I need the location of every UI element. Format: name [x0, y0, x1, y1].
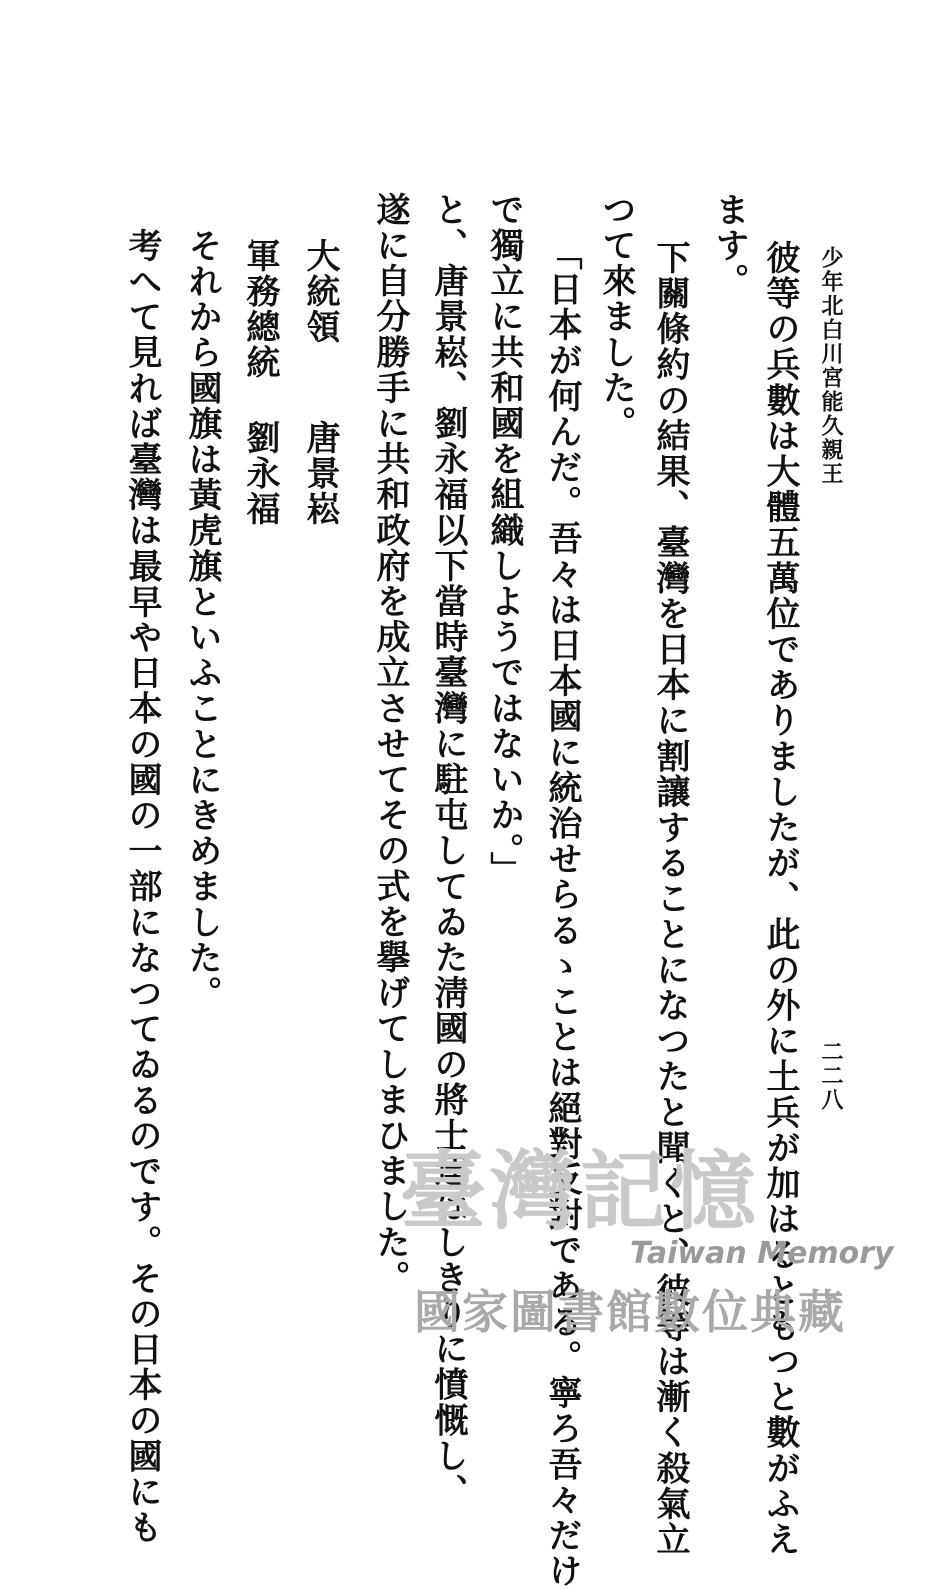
text-column-2: 彼等の兵數は大體五萬位でありましたが、此の外に土兵が加はるともつと數がふえ	[760, 240, 800, 1558]
text-column-1: ます。	[709, 192, 749, 299]
text-column-10: 考へて見れば臺灣は最早や日本の國の一部になつてゐるのです。その日本の國にも	[122, 228, 162, 1546]
text-column-5: 「日本が何んだ。吾々は日本國に統治せらるゝことは絕對反對である。寧ろ吾々だけ	[542, 236, 582, 1589]
page-number: 二二八	[818, 1040, 844, 1112]
table-value-president: 唐景崧	[300, 420, 340, 527]
running-title: 少年北白川宮能久親王	[818, 246, 844, 486]
watermark-logo: 臺灣記憶	[400, 1141, 760, 1242]
text-column-4: つて來ました。	[596, 192, 636, 442]
table-label-president: 大統領	[300, 238, 340, 345]
text-column-8: 遂に自分勝手に共和政府を成立させてその式を擧げてしまひました。	[370, 192, 410, 1296]
text-column-9: それから國旗は黃虎旗といふことにきめました。	[182, 228, 222, 1012]
text-column-3: 下關條約の結果、臺灣を日本に割讓することになつたと聞くと、彼等は漸く殺氣立	[650, 240, 690, 1558]
table-value-commander: 劉永福	[240, 420, 280, 527]
text-column-7: と、唐景崧、劉永福以下當時臺灣に駐屯してゐた淸國の將士達はしきりに憤慨し、	[428, 192, 468, 1510]
table-label-commander: 軍務總統	[240, 238, 280, 381]
text-column-6: で獨立に共和國を組織しようではないか。」	[484, 192, 524, 887]
watermark-english: Taiwan Memory	[630, 1236, 894, 1271]
watermark-chinese: 國家圖書館數位典藏	[414, 1285, 846, 1339]
